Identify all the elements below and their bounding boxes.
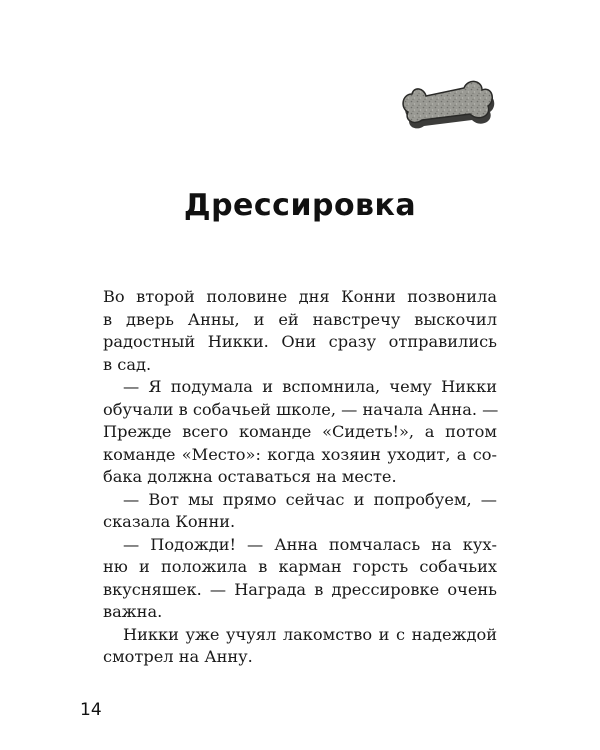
- text-line: Никки уже учуял лакомство и с надеждой: [123, 624, 497, 644]
- text-line: ню и положила в карман горсть собачьих: [103, 557, 497, 576]
- text-line: обучали в собачьей школе, — начала Анна. —: [103, 399, 499, 419]
- text-line: бака должна оставаться на месте.: [103, 467, 397, 486]
- body-text: [103, 286, 497, 669]
- text-line: Прежде всего команде «Сидеть!», а потом: [103, 422, 497, 441]
- dog-bone-icon: [398, 70, 498, 134]
- text-line: в сад.: [103, 354, 152, 374]
- text-line: важна.: [103, 602, 163, 621]
- text-line: команде «Место»: когда хозяин уходит, а со-: [103, 444, 497, 464]
- text-line: радостный Никки. Они сразу отправились: [103, 332, 497, 351]
- text-line: смотрел на Анну.: [103, 647, 253, 666]
- text-line: — Подожди! — Анна помчалась на кух-: [123, 534, 497, 554]
- text-line: — Вот мы прямо сейчас и попробуем, —: [123, 489, 497, 509]
- text-line: сказала Конни.: [103, 512, 236, 531]
- text-line: Во второй половине дня Конни позвонила: [103, 287, 497, 306]
- chapter-title: Дрессировка: [183, 188, 417, 223]
- text-line: в дверь Анны, и ей навстречу выскочил: [103, 309, 497, 329]
- text-line: — Я подумала и вспомнила, чему Никки: [123, 377, 497, 396]
- text-line: вкусняшек. — Награда в дрессировке очень: [103, 579, 497, 599]
- page-number: 14: [80, 700, 102, 720]
